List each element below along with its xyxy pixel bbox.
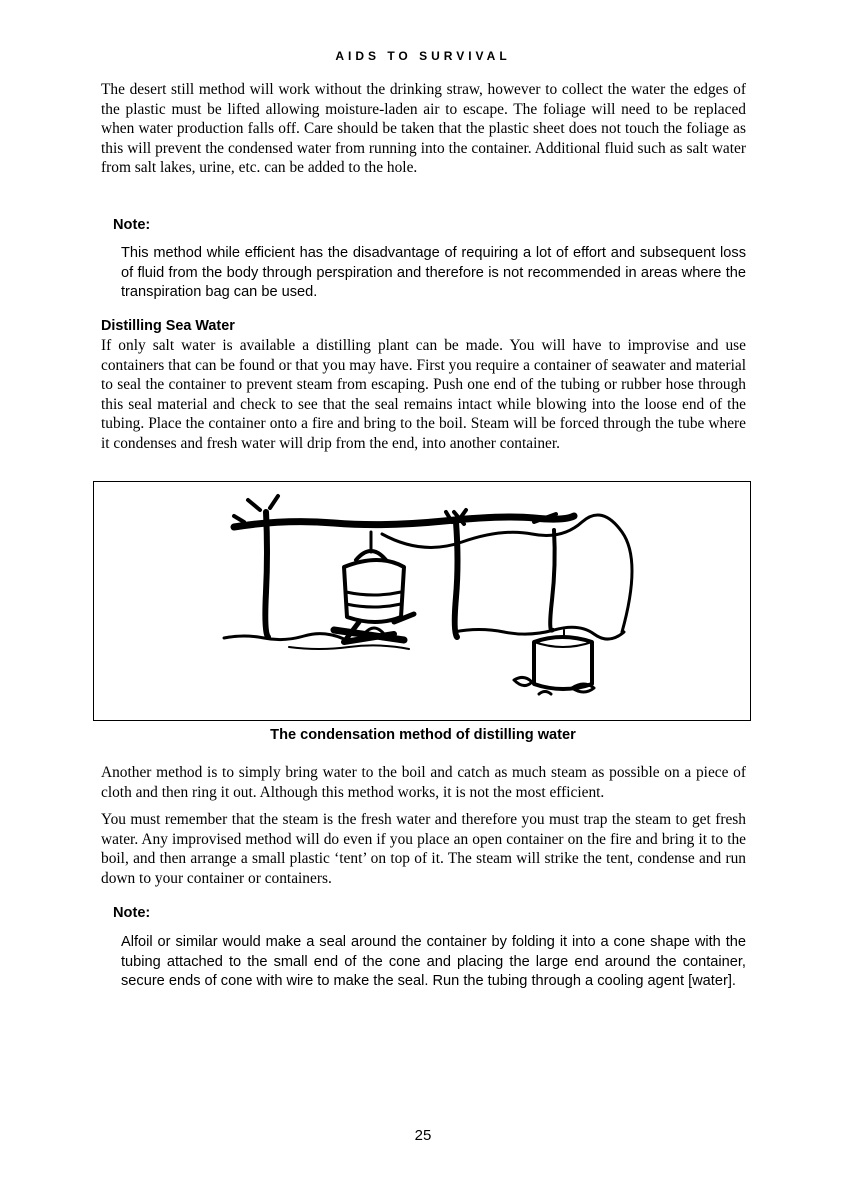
paragraph-cloth-method: Another method is to simply bring water to the boil and catch as much steam as possible on a piece of cloth and then ring it out. Although this method works, it is not the most efficient.	[101, 764, 746, 801]
note-label: Note:	[113, 217, 151, 233]
section-paragraph: If only salt water is available a distilling plant can be made. You will have to improvise and use containers that can be found or that you may have. First you require a container of seawater and material to seal the container to prevent steam from escaping. Push one end of the tubing or rubber hose through this seal material and check to see that the seal remains intact while blowing into the loose end of the tubing. Place the container onto a fire and bring to the boil. Steam will be forced through the tube where it condenses and fresh water will drip from the end, into another container.	[101, 337, 746, 452]
figure-frame	[93, 481, 751, 721]
note-text: This method while efficient has the disadvantage of requiring a lot of effort and subsequent loss of fluid from the body through perspiration and therefore is not recommended in areas where the transpiration bag can be used.	[121, 245, 746, 300]
intro-paragraph: The desert still method will work without the drinking straw, however to collect the water the edges of the plastic must be lifted allowing moisture-laden air to escape. The foliage will need to be replaced when water production falls off. Care should be taken that the plastic sheet does not touch the foliage as this will prevent the condensed water from running into the container. Additional fluid such as salt water from salt lakes, urine, etc. can be added to the hole.	[101, 81, 746, 176]
section-heading: Distilling Sea Water	[101, 318, 235, 334]
distillation-illustration	[94, 482, 749, 719]
figure-caption: The condensation method of distilling water	[270, 727, 576, 743]
note-text-2: Alfoil or similar would make a seal around the container by folding it into a cone shape with the tubing attached to the small end of the cone and placing the large end around the container, secure ends of cone with wire to make the seal. Run the tubing through a cooling agent [water].	[121, 934, 746, 989]
note-label-2: Note:	[113, 905, 151, 921]
page-number: 25	[414, 1127, 432, 1144]
running-header: AIDS TO SURVIVAL	[335, 49, 511, 63]
paragraph-steam-trap: You must remember that the steam is the fresh water and therefore you must trap the steam to get fresh water. Any improvised method will do even if you place an open container on the fire and bring it to the boil, and then arrange a small plastic ‘tent’ on top of it. The steam will strike the tent, condense and run down to your container or containers.	[101, 811, 746, 887]
